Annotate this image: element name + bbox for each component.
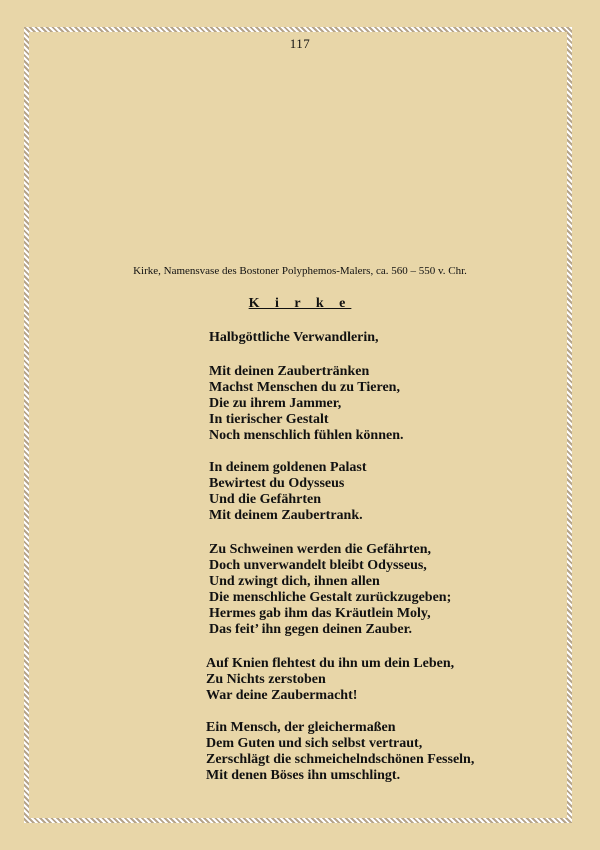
poem-line: Zu Schweinen werden die Gefährten, bbox=[209, 542, 432, 557]
image-caption: Kirke, Namensvase des Bostoner Polyphemos-Malers, ca. 560 – 550 v. Chr. bbox=[133, 265, 467, 277]
poem-line: Machst Menschen du zu Tieren, bbox=[209, 380, 400, 395]
poem-line: Hermes gab ihm das Kräutlein Moly, bbox=[209, 606, 431, 621]
poem-line: Zu Nichts zerstoben bbox=[206, 672, 326, 687]
poem-line: Noch menschlich fühlen können. bbox=[209, 428, 404, 443]
page-number: 117 bbox=[289, 36, 311, 51]
poem-line: Zerschlägt die schmeichelndschönen Fesseln, bbox=[206, 752, 475, 767]
poem-line: Mit denen Böses ihn umschlingt. bbox=[206, 768, 401, 783]
poem-line: Die zu ihrem Jammer, bbox=[209, 396, 342, 411]
poem-line: Bewirtest du Odysseus bbox=[209, 476, 345, 491]
poem-line: In tierischer Gestalt bbox=[209, 412, 329, 427]
poem-line: Mit deinen Zaubertränken bbox=[209, 364, 370, 379]
poem-line: Ein Mensch, der gleichermaßen bbox=[206, 720, 396, 735]
poem-line: In deinem goldenen Palast bbox=[209, 460, 367, 475]
poem-line: Dem Guten und sich selbst vertraut, bbox=[206, 736, 423, 751]
poem-line: Und die Gefährten bbox=[209, 492, 321, 507]
poem-line: Halbgöttliche Verwandlerin, bbox=[209, 330, 379, 345]
poem-line: Doch unverwandelt bleibt Odysseus, bbox=[209, 558, 427, 573]
poem-line: Mit deinem Zaubertrank. bbox=[209, 508, 363, 523]
poem-line: Und zwingt dich, ihnen allen bbox=[209, 574, 380, 589]
poem-line: Die menschliche Gestalt zurückzugeben; bbox=[209, 590, 452, 605]
poem-title: K i r k e bbox=[248, 296, 352, 311]
poem-line: Das feit’ ihn gegen deinen Zauber. bbox=[209, 622, 413, 637]
poem-line: Auf Knien flehtest du ihn um dein Leben, bbox=[206, 656, 455, 671]
poem-line: War deine Zaubermacht! bbox=[206, 688, 358, 703]
